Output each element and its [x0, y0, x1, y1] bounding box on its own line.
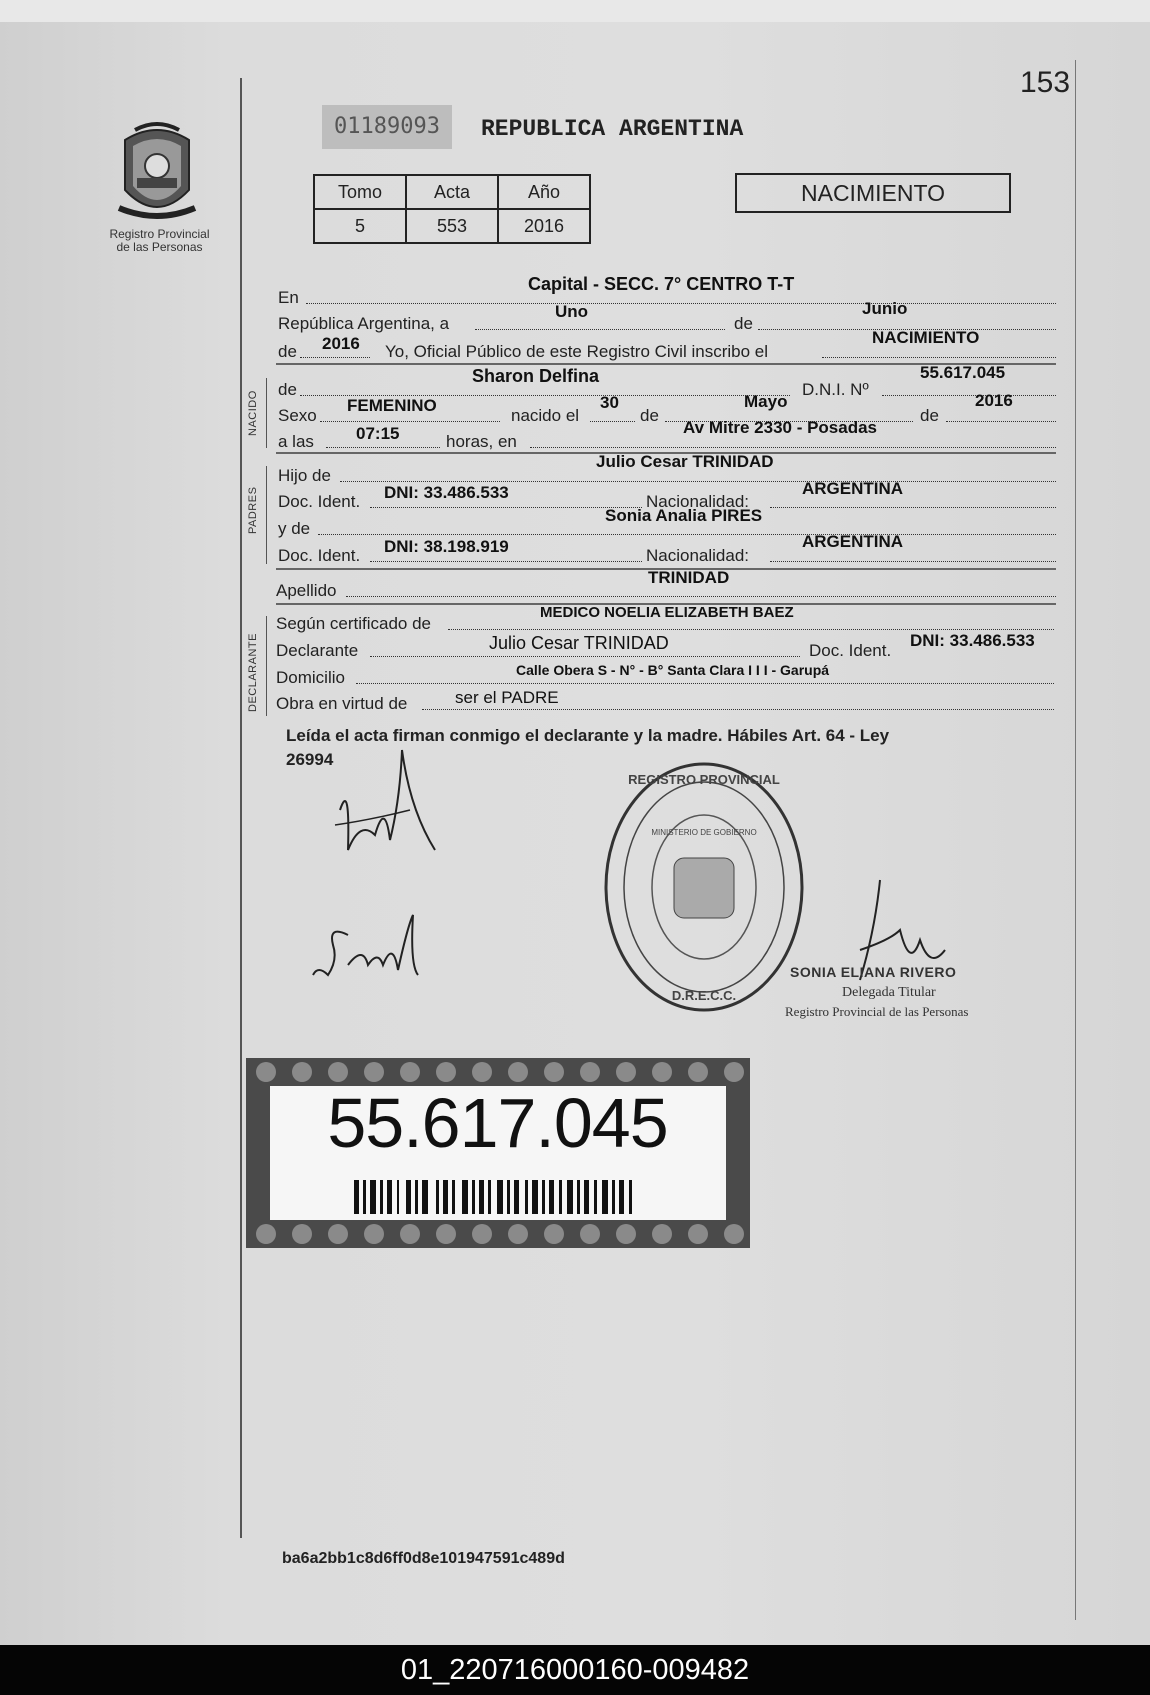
dots-en — [306, 303, 1056, 304]
nacido-bracket — [266, 378, 267, 448]
label-sexo: Sexo — [278, 406, 317, 425]
dots-declarant — [370, 656, 800, 657]
agency-line-1: Registro Provincial — [109, 227, 210, 241]
dots-birth-year — [946, 421, 1056, 422]
header-acta: Acta — [406, 175, 498, 209]
dots-by-virtue — [422, 709, 1054, 710]
label-republica: República Argentina, a — [278, 314, 450, 333]
official-signature — [840, 870, 950, 1000]
svg-text:REGISTRO PROVINCIAL: REGISTRO PROVINCIAL — [628, 772, 780, 787]
value-record: NACIMIENTO — [872, 328, 980, 347]
footer-file-id: 01_220716000160-009482 — [0, 1645, 1150, 1695]
serial-number: 01189093 — [322, 105, 452, 149]
value-declarant: Julio Cesar TRINIDAD — [489, 633, 669, 653]
record-type-box: NACIMIENTO — [735, 173, 1011, 213]
dots-surname — [346, 596, 1056, 597]
label-de-year2: de — [920, 406, 939, 425]
svg-text:MINISTERIO DE GOBIERNO: MINISTERIO DE GOBIERNO — [651, 828, 757, 837]
value-certificate: MEDICO NOELIA ELIZABETH BAEZ — [540, 604, 794, 621]
label-doc3: Doc. Ident. — [809, 641, 892, 660]
label-de-name: de — [278, 380, 297, 399]
value-year: 2016 — [322, 334, 360, 353]
dots-birth-place — [530, 447, 1056, 448]
label-doc2: Doc. Ident. — [278, 546, 361, 565]
agency-line-2: de las Personas — [116, 240, 203, 254]
value-place: Capital - SECC. 7° CENTRO T-T — [528, 274, 795, 294]
dots-father-nat — [770, 507, 1056, 508]
label-segun: Según certificado de — [276, 614, 431, 633]
value-birth-year: 2016 — [975, 391, 1013, 410]
label-yo: Yo, Oficial Público de este Registro Civil inscribo el — [385, 342, 768, 361]
value-by-virtue: ser el PADRE — [455, 688, 559, 707]
barcode-number: 55.617.045 — [327, 1084, 668, 1162]
record-table — [313, 174, 591, 244]
agency-label — [92, 228, 227, 254]
label-obra: Obra en virtud de — [276, 694, 408, 713]
record-table-values — [314, 209, 590, 243]
dots-sex — [320, 421, 500, 422]
label-hijo: Hijo de — [278, 466, 331, 485]
value-birth-place: Av Mitre 2330 - Posadas — [683, 418, 878, 437]
label-de-month: de — [734, 314, 753, 333]
value-dni: 55.617.045 — [920, 363, 1006, 382]
svg-text:D.R.E.C.C.: D.R.E.C.C. — [671, 988, 737, 1003]
right-margin-line — [1075, 60, 1076, 1620]
side-label-declarante: DECLARANTE — [247, 633, 259, 712]
value-acta: 553 — [406, 209, 498, 243]
closing-line-1: Leída el acta firman conmigo el declarante y la madre. Hábiles Art. 64 - Ley — [286, 726, 890, 745]
header-ano: Año — [498, 175, 590, 209]
dots-mother-nat — [770, 561, 1056, 562]
side-label-padres: PADRES — [247, 486, 259, 534]
label-domicilio: Domicilio — [276, 668, 345, 687]
dots-mother-doc — [370, 561, 642, 562]
label-yde: y de — [278, 519, 311, 538]
value-mother-doc: DNI: 38.198.919 — [384, 537, 509, 556]
dots-year — [300, 357, 370, 358]
label-declarante: Declarante — [276, 641, 359, 660]
dots-father — [340, 481, 1056, 482]
dots-father-doc — [370, 507, 642, 508]
provincial-crest-icon — [115, 120, 199, 226]
dots-dni — [882, 395, 1056, 396]
label-en: En — [278, 288, 299, 307]
left-margin-line — [240, 78, 242, 1538]
value-birth-day: 30 — [600, 393, 619, 412]
dots-mother — [318, 534, 1056, 535]
page-number: 153 — [1020, 66, 1071, 99]
value-father-nat: ARGENTINA — [802, 479, 904, 498]
value-address: Calle Obera S - N° - B° Santa Clara I I I - Garupá — [516, 662, 830, 678]
value-tomo: 5 — [314, 209, 406, 243]
signatory-office: Registro Provincial de las Personas — [785, 1004, 969, 1019]
value-day: Uno — [555, 302, 589, 321]
top-strip — [0, 0, 1150, 22]
value-ano: 2016 — [498, 209, 590, 243]
value-father: Julio Cesar TRINIDAD — [596, 452, 774, 471]
value-sex: FEMENINO — [347, 396, 437, 415]
dots-certificate — [448, 629, 1054, 630]
label-dni: D.N.I. Nº — [802, 380, 869, 399]
value-month: Junio — [862, 299, 908, 318]
value-declarant-doc: DNI: 33.486.533 — [910, 631, 1035, 650]
padres-bracket — [266, 466, 267, 564]
dots-address — [356, 683, 1054, 684]
value-mother: Sonia Analia PIRES — [605, 506, 763, 525]
dots-birth-day — [590, 421, 635, 422]
dots-day — [475, 329, 725, 330]
dots-record — [822, 357, 1056, 358]
dots-hour — [326, 447, 440, 448]
label-de-year: de — [278, 342, 297, 361]
value-hour: 07:15 — [356, 424, 400, 443]
label-a-las: a las — [278, 432, 314, 451]
value-surname: TRINIDAD — [648, 568, 730, 587]
label-horas: horas, en — [446, 432, 517, 451]
official-stamp — [602, 760, 807, 1015]
closing-line-2: 26994 — [286, 750, 334, 769]
declarant-signature — [330, 740, 450, 870]
label-doc1: Doc. Ident. — [278, 492, 361, 511]
label-nac2: Nacionalidad: — [646, 546, 750, 565]
value-mother-nat: ARGENTINA — [802, 532, 904, 551]
label-nacido: nacido el — [511, 406, 580, 425]
label-nac1: Nacionalidad: — [646, 492, 750, 511]
signatory-name: SONIA ELIANA RIVERO — [790, 964, 957, 980]
mother-signature — [308, 905, 438, 995]
record-table-header — [314, 175, 590, 209]
document-hash: ba6a2bb1c8d6ff0d8e101947591c489d — [282, 1550, 565, 1567]
label-apellido: Apellido — [276, 581, 337, 600]
signatory-role: Delegada Titular — [842, 985, 936, 1000]
label-de-day: de — [640, 406, 659, 425]
value-name: Sharon Delfina — [472, 366, 600, 386]
declarante-bracket — [266, 616, 267, 716]
value-father-doc: DNI: 33.486.533 — [384, 483, 509, 502]
side-label-nacido: NACIDO — [247, 390, 259, 436]
value-birth-month: Mayo — [744, 392, 788, 411]
document-title: REPUBLICA ARGENTINA — [481, 116, 744, 142]
header-tomo: Tomo — [314, 175, 406, 209]
